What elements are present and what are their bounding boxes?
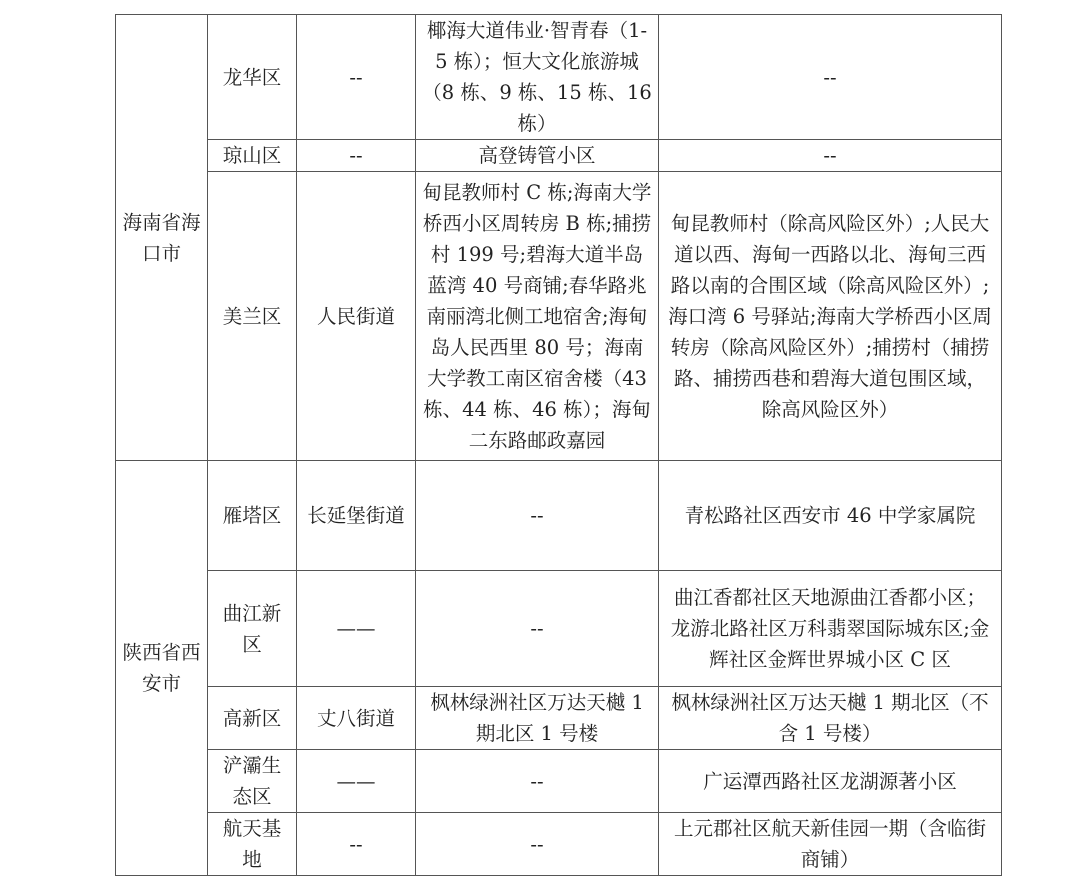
district-cell: 曲江新区 bbox=[208, 571, 297, 687]
table-row bbox=[116, 15, 1002, 140]
street-cell: -- bbox=[297, 15, 416, 140]
mid-risk-cell: 枫林绿洲社区万达天樾 1 期北区（不含 1 号楼） bbox=[659, 687, 1002, 750]
high-risk-cell: 枫林绿洲社区万达天樾 1 期北区 1 号楼 bbox=[416, 687, 659, 750]
street-cell: 丈八街道 bbox=[297, 687, 416, 750]
province-cell: 陕西省西安市 bbox=[116, 461, 208, 876]
mid-risk-cell: 广运潭西路社区龙湖源著小区 bbox=[659, 750, 1002, 813]
mid-risk-cell: 青松路社区西安市 46 中学家属院 bbox=[659, 461, 1002, 571]
table-row bbox=[116, 813, 1002, 876]
high-risk-cell: -- bbox=[416, 461, 659, 571]
mid-risk-cell: 甸昆教师村（除高风险区外）;人民大道以西、海甸一西路以北、海甸三西路以南的合围区域（除高风险区外）;海口湾 6 号驿站;海南大学桥西小区周转房（除高风险区外）;捕捞村（捕捞路、捕捞西巷和碧海大道包围区域，除高风险区外） bbox=[659, 172, 1002, 461]
high-risk-cell: 高登铸管小区 bbox=[416, 140, 659, 172]
street-cell: -- bbox=[297, 140, 416, 172]
mid-risk-cell: -- bbox=[659, 15, 1002, 140]
street-cell: —— bbox=[297, 750, 416, 813]
high-risk-cell: 甸昆教师村 C 栋;海南大学桥西小区周转房 B 栋;捕捞村 199 号;碧海大道半岛蓝湾 40 号商铺;春华路兆南丽湾北侧工地宿舍;海甸岛人民西里 80 号；海南大学教工南区宿舍楼（43 栋、44 栋、46 栋）；海甸二东路邮政嘉园 bbox=[416, 172, 659, 461]
mid-risk-cell: 曲江香都社区天地源曲江香都小区；龙游北路社区万科翡翠国际城东区;金辉社区金辉世界城小区 C 区 bbox=[659, 571, 1002, 687]
province-cell: 海南省海口市 bbox=[116, 15, 208, 461]
street-cell: 长延堡街道 bbox=[297, 461, 416, 571]
high-risk-cell: -- bbox=[416, 571, 659, 687]
district-cell: 龙华区 bbox=[208, 15, 297, 140]
mid-risk-cell: -- bbox=[659, 140, 1002, 172]
district-cell: 航天基地 bbox=[208, 813, 297, 876]
table-row bbox=[116, 750, 1002, 813]
high-risk-cell: 椰海大道伟业·智青春（1-5 栋）；恒大文化旅游城（8 栋、9 栋、15 栋、16 栋） bbox=[416, 15, 659, 140]
table-row bbox=[116, 172, 1002, 461]
table-row bbox=[116, 140, 1002, 172]
table-row bbox=[116, 461, 1002, 571]
high-risk-cell: -- bbox=[416, 813, 659, 876]
high-risk-cell: -- bbox=[416, 750, 659, 813]
district-cell: 高新区 bbox=[208, 687, 297, 750]
district-cell: 浐灞生态区 bbox=[208, 750, 297, 813]
street-cell: —— bbox=[297, 571, 416, 687]
mid-risk-cell: 上元郡社区航天新佳园一期（含临街商铺） bbox=[659, 813, 1002, 876]
district-cell: 雁塔区 bbox=[208, 461, 297, 571]
table-row bbox=[116, 687, 1002, 750]
street-cell: -- bbox=[297, 813, 416, 876]
district-cell: 琼山区 bbox=[208, 140, 297, 172]
risk-area-table bbox=[115, 14, 1002, 876]
table-row bbox=[116, 571, 1002, 687]
district-cell: 美兰区 bbox=[208, 172, 297, 461]
street-cell: 人民街道 bbox=[297, 172, 416, 461]
